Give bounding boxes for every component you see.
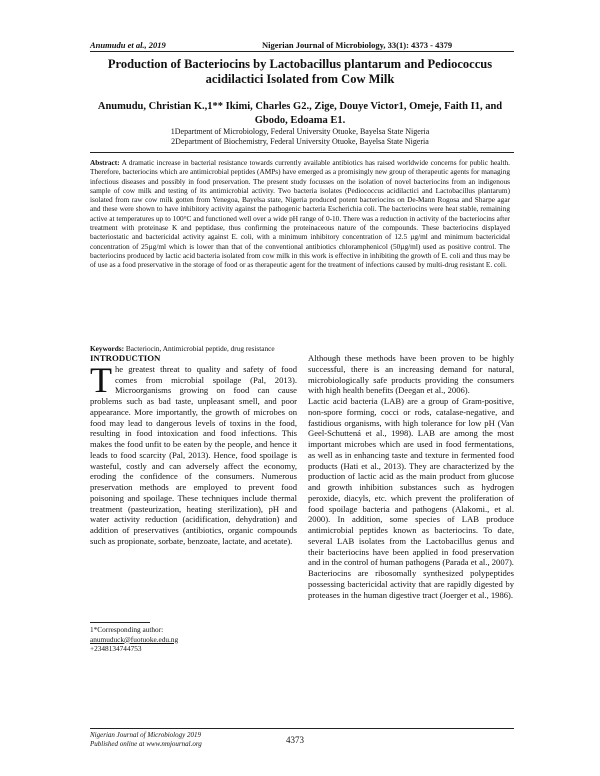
header-rule (90, 51, 514, 52)
right-column (308, 353, 514, 600)
left-column (90, 353, 297, 547)
intro-paragraph-3: Lactic acid bacteria (LAB) are a group of Gram-positive, non-spore forming, cocci or rods, catalase-negative, and fastidious organisms, with high tolerance for low pH (Van Geel-Schuttená et al., 1998). LAB are among the most important microbes which are used in food fermentations, as well as in enhancing taste and texture in fermented food products (Hati et al., 2013). They are characterized by the production of lactic acid as the main product from glucose and growth inhibition substances such as hydrogen peroxide, diacyls, etc. which prevent the proliferation of food spoilage bacteria and pathogens (Alakomi., et al. 2000). In addition, some species of LAB produce antimicrobial peptides known as bacteriocins. To date, several LAB isolates from the Lactobacillus genus and their bacteriocins have been applied in food preservation and in the control of human pathogens (Parada et al., 2007). (308, 396, 514, 568)
affiliation-2: 2Department of Biochemistry, Federal University Otuoke, Bayelsa State Nigeria (171, 137, 429, 146)
abstract-top-rule (90, 152, 514, 153)
affiliations (86, 127, 514, 147)
footnote-label: 1*Corresponding author: (90, 625, 164, 634)
keywords (90, 344, 510, 353)
drop-cap: T (90, 359, 112, 400)
author-list: Anumudu, Christian K.,1** Ikimi, Charles G2., Zige, Douye Victor1, Omeje, Faith I1, and Gbodo, Edoama E1. (97, 101, 503, 126)
footnote-rule (90, 622, 150, 623)
intro-paragraph-1-text: he greatest threat to quality and safety of food comes from microbial spoilage (Pal, 2013). Microorganisms growing on food can cause problems such as bad taste, unpleasant smell, and poor appearance. More importantly, the growth of microbes on food may lead to dangerous levels of toxins in the food, resulting in food intoxication and food infections. This makes the food unfit to be eaten by the people, and hence it leads to food scarcity (Pal, 2013). Hence, food spoilage is wasteful, costly and can adversely affect the economy, eroding the confidence of the consumers. Numerous preservation methods are employed to prevent food poisoning and spoilage. These techniques include thermal treatment (pasteurization, heating sterilization), pH and water activity reduction (acidification, dehydration) and addition of preservatives (antibiotics, organic compounds such as propionate, sorbate, benzoate, lactate, and acetate). (90, 363, 297, 546)
footer-line-2: Published online at www.nmjournal.org (90, 739, 202, 748)
footer-line-1: Nigerian Journal of Microbiology 2019 (90, 731, 201, 739)
running-head-journal: Nigerian Journal of Microbiology, 33(1): 4373 - 4379 (262, 40, 453, 50)
footnote-phone: +2348134744753 (90, 644, 142, 653)
intro-paragraph-1 (90, 359, 297, 547)
keywords-text: Bacteriocin, Antimicrobial peptide, drug resistance (125, 344, 275, 353)
abstract (90, 158, 510, 270)
footer-journal (90, 731, 202, 748)
page-number: 4373 (286, 735, 304, 745)
corresponding-author-footnote (90, 625, 178, 654)
affiliation-1: 1Department of Microbiology, Federal University Otuoke, Bayelsa State Nigeria (170, 127, 430, 136)
article-title: Production of Bacteriocins by Lactobacillus plantarum and Pediococcus acidilactici Isolated from Cow Milk (107, 57, 493, 86)
intro-paragraph-2: Although these methods have been proven to be highly successful, there is an increasing demand for natural, microbiologically safe products providing the consumers with high health benefits (Deegan et al., 2006). (308, 353, 514, 396)
intro-paragraph-4: Bacteriocins are ribosomally synthesized polypeptides possessing bactericidal activity that are rapidly digested by proteases in the human digestive tract (Joerger et al., 1986). (308, 568, 514, 600)
footnote-email[interactable]: anumuduck@fuotuoke.edu.ng (90, 634, 179, 644)
keywords-label: Keywords: (90, 344, 125, 353)
running-head-authors: Anumudu et al., 2019 (90, 40, 166, 50)
introduction-heading: INTRODUCTION (90, 353, 161, 363)
abstract-text: A dramatic increase in bacterial resistance towards currently available antibiotics has raised worldwide concerns for public health. Therefore, bacteriocins which are antimicrobial peptides (AMPs) have emerged as a promisingly new group of therapeutic agents for managing infectious diseases and possibly in food preservation. The present study focusses on the isolation of novel bacteriocins from an indigenous sample of cow milk and testing of its antimicrobial activity. Two bacteria isolates (Pediococcus acidilactici and Lactobacillus plantarum) isolated from raw cow milk gotten from Yenegoa, Bayelsa state, Nigeria produced potent bacteriocins on De-Mann Rogosa and Sharpe agar and these were shown to have inhibitory activity against the pathogenic bacteria Escherichia coli. The bacteriocins were heat stable, remaining active at temperatures up to 100°C and functioned well over a wide pH range of 0-10. There was a reduction in activity of the bacteriocins after treatment with proteinase K and peptidase, thus confirming the proteinaceous nature of the compounds. These bacteriocins displayed bacteriostatic and bactericidal activity against E. coli, with a minimum inhibitory concentration of 12.5 µg/ml and minimum bactericidal concentration of 25µg/ml which is lower than that of the conventional antibiotics chloramphenicol (50µg/ml) used as positive control. The bacteriocins produced by lactic acid bacteria isolated from cow milk in this work is effective in inhibiting the growth of E. coli and thus may be of use as a food preservative in the storage of food or as therapeutic agent for the treatment of infections caused by multi-drug resistant E. coli. (90, 158, 511, 270)
abstract-label: Abstract: (90, 158, 120, 167)
footer-rule (90, 728, 514, 729)
